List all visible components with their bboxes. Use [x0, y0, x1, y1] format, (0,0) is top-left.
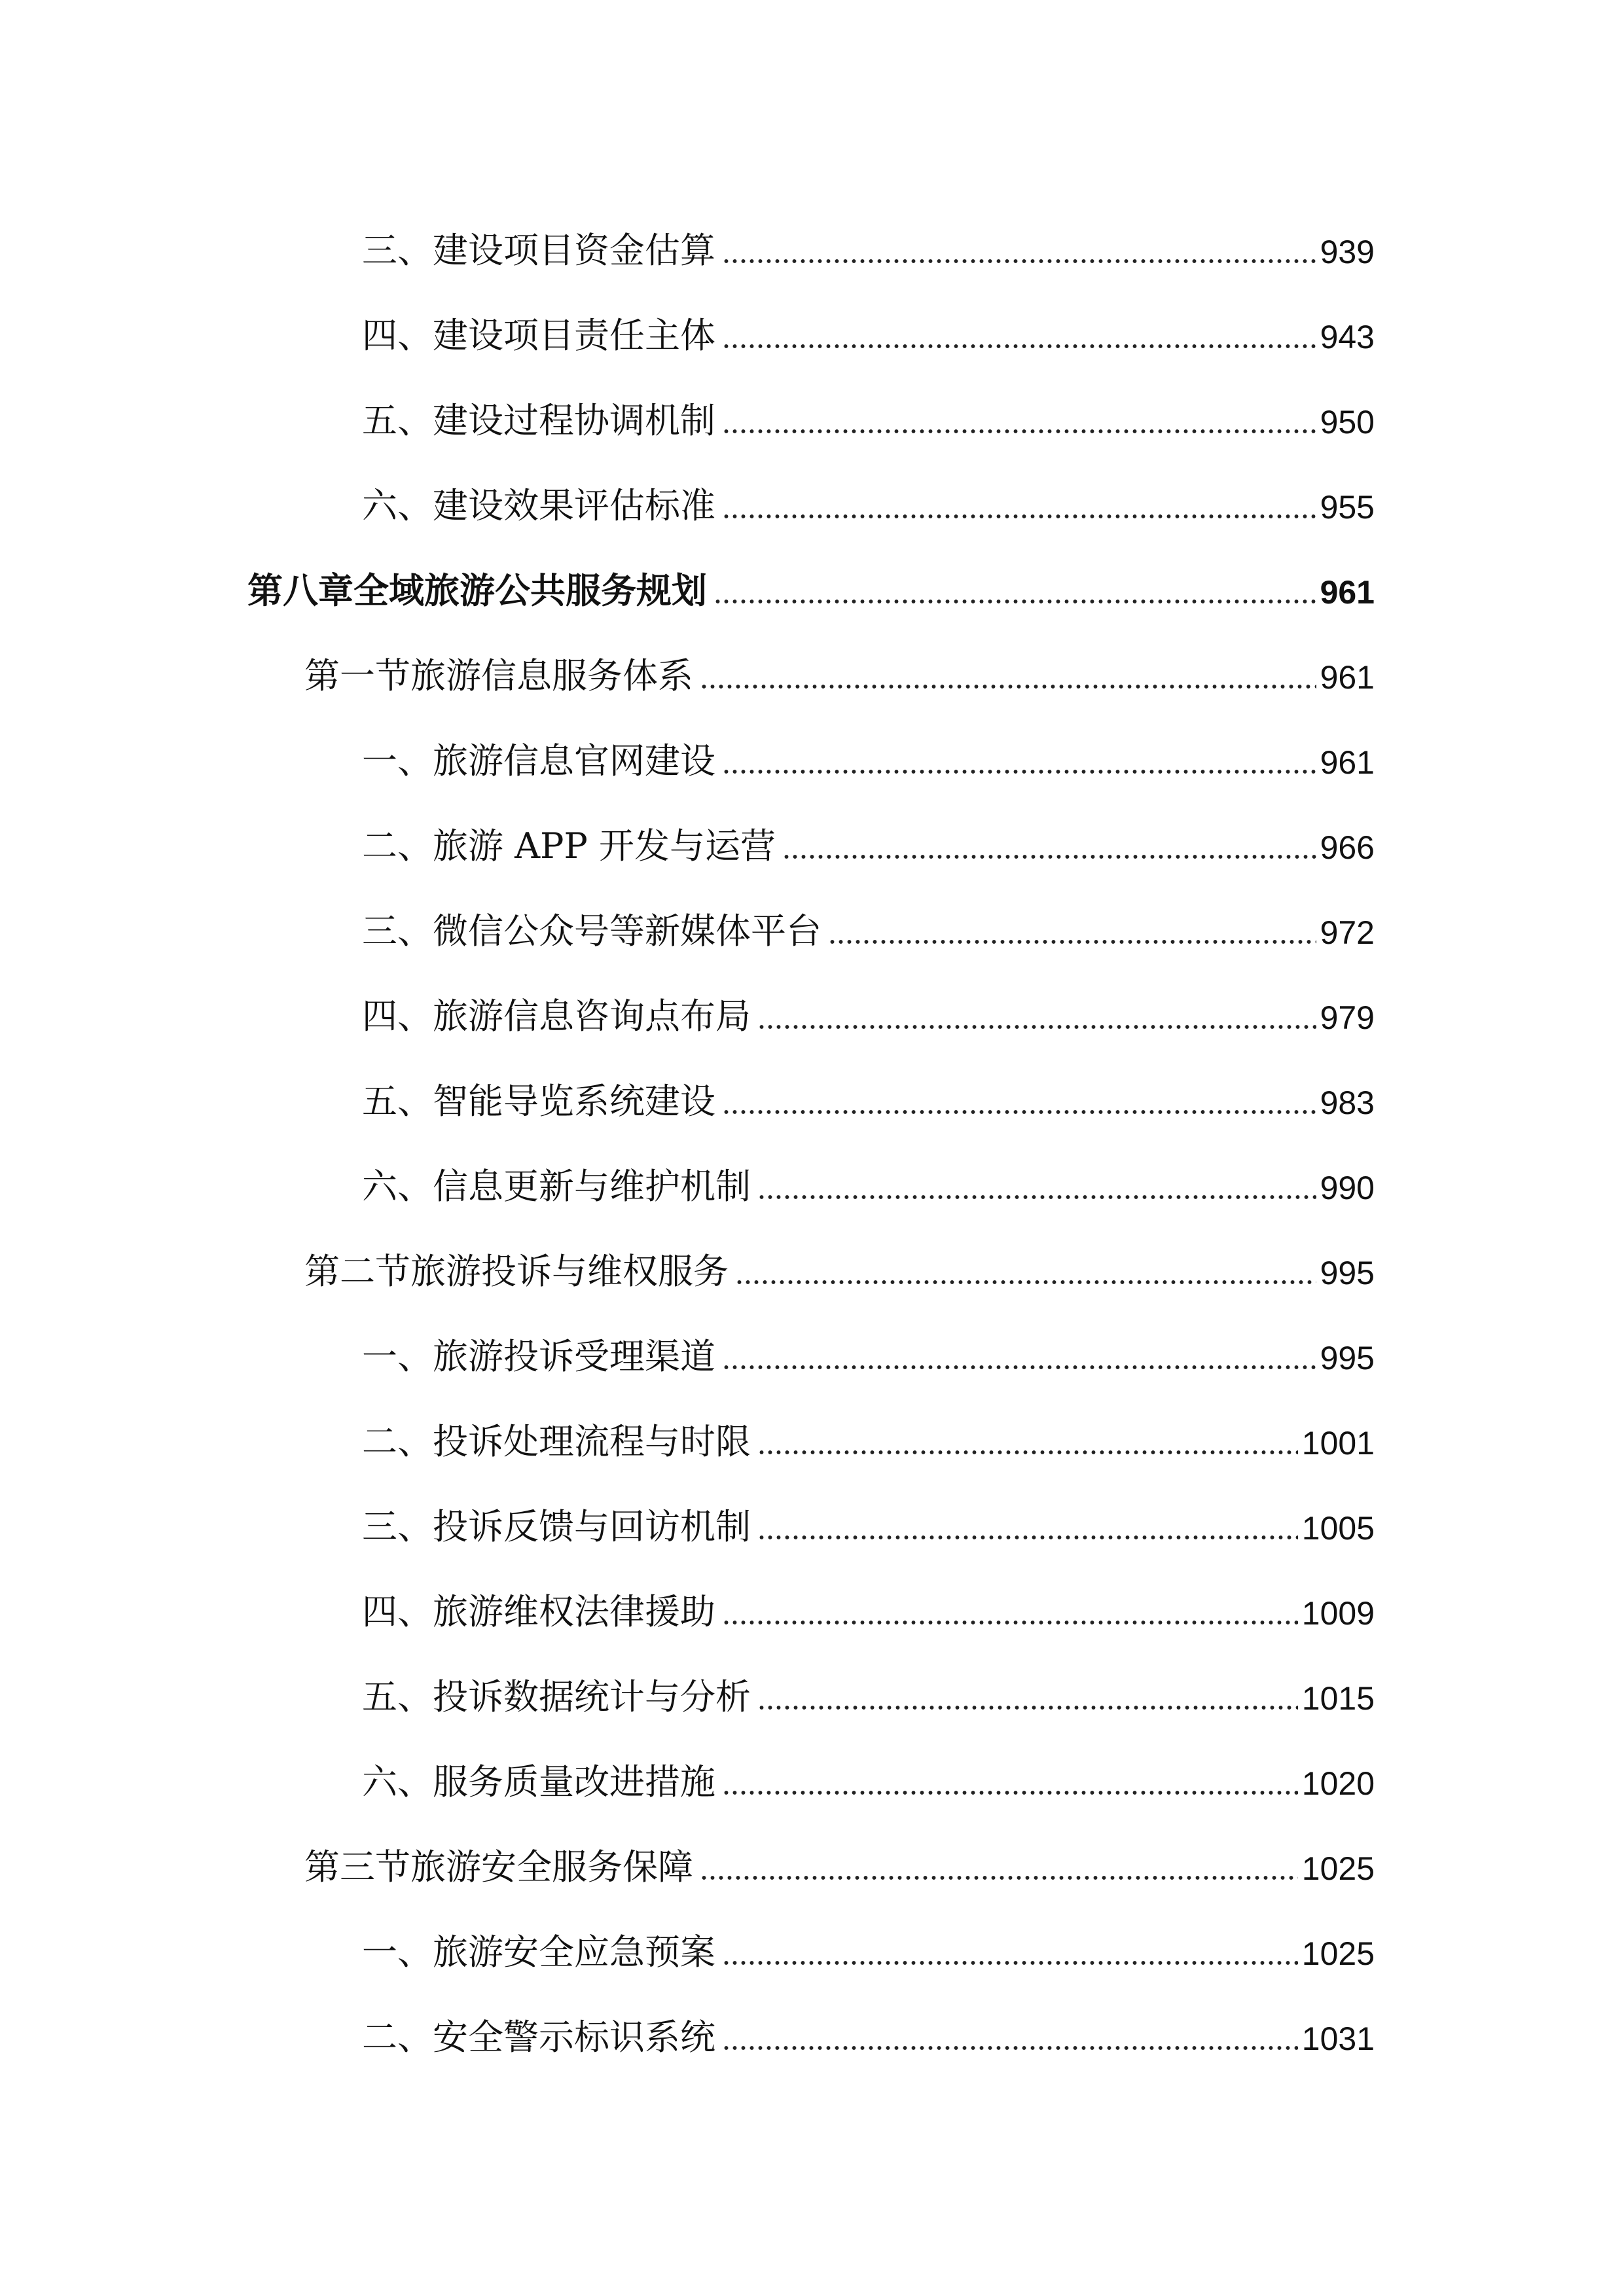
toc-entry[interactable] [362, 1486, 1375, 1545]
dot-leader [700, 683, 1316, 690]
dot-leader [722, 428, 1316, 435]
toc-entry-page: 1025 [1301, 1850, 1375, 1887]
dot-leader [757, 1704, 1298, 1711]
toc-entry[interactable] [362, 295, 1375, 356]
toc-chapter-entry[interactable] [247, 550, 1375, 609]
toc-entry[interactable] [362, 805, 1375, 867]
toc-entry-page: 990 [1320, 1170, 1375, 1206]
toc-entry-page: 1015 [1301, 1680, 1375, 1717]
toc-entry-page: 1025 [1301, 1935, 1375, 1972]
toc-entry-page: 972 [1320, 914, 1375, 951]
toc-entry-page: 995 [1320, 1255, 1375, 1291]
toc-section-entry[interactable] [304, 635, 1375, 694]
toc-entry-title: 第二节旅游投诉与维权服务 [304, 1251, 729, 1292]
toc-entry-page: 961 [1320, 574, 1375, 611]
toc-entry-page: 961 [1320, 744, 1375, 781]
dot-leader [722, 1789, 1298, 1796]
toc-entry-title: 六、建设效果评估标准 [362, 485, 715, 526]
toc-entry-page: 1009 [1301, 1595, 1375, 1632]
toc-entry-title: 四、建设项目责任主体 [362, 315, 715, 356]
dot-leader [722, 768, 1316, 775]
toc-entry-page: 983 [1320, 1085, 1375, 1121]
toc-entry[interactable] [362, 465, 1375, 524]
toc-entry[interactable] [362, 720, 1375, 779]
toc-entry[interactable] [362, 1060, 1375, 1122]
toc-entry-title: 第三节旅游安全服务保障 [304, 1846, 693, 1888]
toc-entry[interactable] [362, 890, 1375, 952]
toc-entry-page: 979 [1320, 999, 1375, 1036]
toc-entry[interactable] [362, 1741, 1375, 1803]
dot-leader [735, 1279, 1316, 1285]
dot-leader [828, 939, 1316, 945]
toc-entry-title: 五、建设过程协调机制 [362, 400, 715, 441]
toc-entry-title: 二、安全警示标识系统 [362, 2017, 715, 2058]
toc-entry-title: 一、旅游安全应急预案 [362, 1931, 715, 1973]
toc-entry-title: 六、信息更新与维护机制 [362, 1166, 751, 1207]
dot-leader [722, 513, 1316, 520]
toc-entry[interactable] [362, 209, 1375, 271]
toc-entry-title: 五、智能导览系统建设 [362, 1081, 715, 1122]
toc-entry[interactable] [362, 1996, 1375, 2058]
dot-leader [757, 1194, 1316, 1200]
toc-entry-page: 961 [1320, 659, 1375, 696]
dot-leader [757, 1534, 1298, 1541]
toc-entry-page: 1020 [1301, 1765, 1375, 1802]
toc-entry-title: 三、建设项目资金估算 [362, 230, 715, 271]
dot-leader [722, 343, 1316, 350]
toc-section-entry[interactable] [304, 1230, 1375, 1292]
toc-entry[interactable] [362, 1571, 1375, 1630]
toc-entry-title: 三、微信公众号等新媒体平台 [362, 910, 821, 952]
toc-entry-title: 第一节旅游信息服务体系 [304, 655, 693, 696]
dot-leader [722, 258, 1316, 264]
toc-entry[interactable] [362, 1656, 1375, 1715]
toc-entry-title: 四、旅游维权法律援助 [362, 1591, 715, 1632]
toc-entry-page: 950 [1320, 404, 1375, 440]
toc-entry[interactable] [362, 975, 1375, 1037]
toc-entry-page: 955 [1320, 489, 1375, 526]
toc-entry-page: 966 [1320, 829, 1375, 866]
toc-entry-title: 五、投诉数据统计与分析 [362, 1676, 751, 1717]
dot-leader [722, 1364, 1316, 1371]
toc-section-entry[interactable] [304, 1826, 1375, 1888]
dot-leader [722, 2045, 1298, 2051]
dot-leader [713, 598, 1316, 605]
toc-entry-title: 一、旅游信息官网建设 [362, 740, 715, 781]
toc-entry[interactable] [362, 1316, 1375, 1377]
dot-leader [700, 1874, 1298, 1881]
toc-entry[interactable] [362, 1145, 1375, 1207]
dot-leader [722, 1960, 1298, 1966]
toc-entry-page: 1031 [1301, 2020, 1375, 2057]
dot-leader [722, 1619, 1298, 1626]
dot-leader [757, 1024, 1316, 1030]
dot-leader [757, 1449, 1298, 1456]
toc-entry[interactable] [362, 1911, 1375, 1973]
toc-entry-page: 995 [1320, 1340, 1375, 1376]
dot-leader [782, 853, 1316, 860]
toc-entry-title: 六、服务质量改进措施 [362, 1761, 715, 1803]
toc-entry-title: 第八章全域旅游公共服务规划 [247, 570, 707, 611]
toc-entry-title: 三、投诉反馈与回访机制 [362, 1506, 751, 1547]
toc-entry-page: 943 [1320, 319, 1375, 355]
toc-entry[interactable] [362, 380, 1375, 439]
toc-entry-title: 二、旅游 APP 开发与运营 [362, 825, 776, 867]
toc-entry-title: 一、旅游投诉受理渠道 [362, 1336, 715, 1377]
toc-entry-page: 1001 [1301, 1425, 1375, 1462]
toc-entry-title: 四、旅游信息咨询点布局 [362, 996, 751, 1037]
dot-leader [722, 1109, 1316, 1115]
toc-entry-page: 1005 [1301, 1510, 1375, 1547]
toc-entry-page: 939 [1320, 234, 1375, 270]
toc-entry-title: 二、投诉处理流程与时限 [362, 1421, 751, 1462]
toc-entry[interactable] [362, 1401, 1375, 1460]
